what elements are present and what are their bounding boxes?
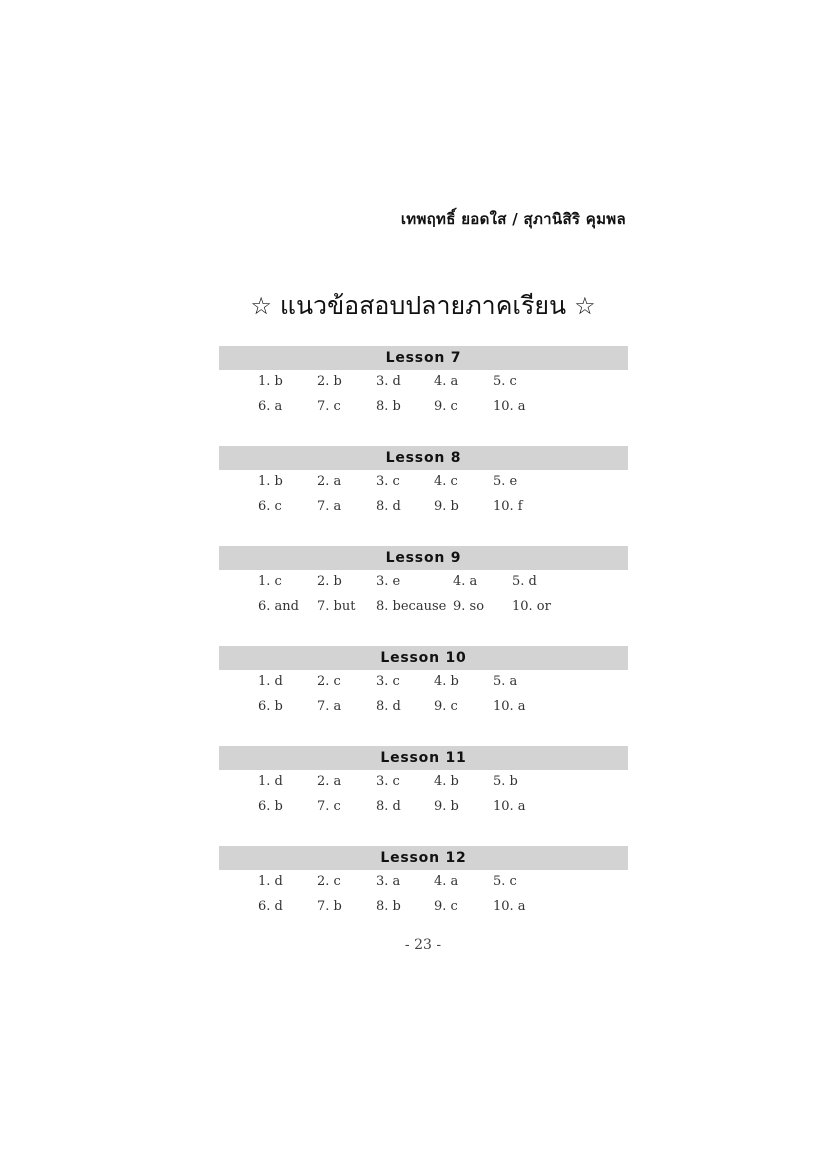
- answer-grid: [219, 870, 628, 930]
- answer-item: 5. c: [493, 374, 517, 389]
- answer-grid: [219, 570, 628, 630]
- star-icon: ☆: [250, 292, 272, 320]
- lesson-section: [219, 546, 628, 630]
- lesson-section: [219, 346, 628, 430]
- answer-item: 7. but: [317, 599, 356, 614]
- lesson-section: [219, 846, 628, 930]
- answer-item: 1. b: [258, 374, 283, 389]
- answer-item: 3. a: [376, 874, 401, 889]
- answer-grid: [219, 770, 628, 830]
- answer-row: [219, 774, 628, 794]
- answer-item: 10. a: [493, 799, 526, 814]
- answer-item: 8. d: [376, 699, 401, 714]
- answer-item: 3. c: [376, 774, 400, 789]
- answer-item: 10. or: [512, 599, 551, 614]
- answer-item: 10. f: [493, 499, 523, 514]
- page-number: - 23 -: [404, 937, 442, 953]
- answer-grid: [219, 370, 628, 430]
- answer-item: 3. e: [376, 574, 401, 589]
- answer-item: 3. c: [376, 674, 400, 689]
- answer-item: 9. c: [434, 899, 458, 914]
- answer-row: [219, 474, 628, 494]
- author-line: เทพฤทธิ์ ยอดใส / สุภานิสิริ คุมพล: [400, 210, 626, 228]
- answer-item: 4. c: [434, 474, 458, 489]
- answer-item: 2. b: [317, 574, 342, 589]
- answer-item: 3. d: [376, 374, 401, 389]
- answer-grid: [219, 470, 628, 530]
- answer-item: 6. b: [258, 799, 283, 814]
- answer-item: 3. c: [376, 474, 400, 489]
- answer-row: [219, 899, 628, 919]
- answer-item: 5. e: [493, 474, 518, 489]
- answer-item: 8. b: [376, 899, 401, 914]
- answer-item: 7. b: [317, 899, 342, 914]
- answer-item: 5. d: [512, 574, 537, 589]
- answer-item: 6. a: [258, 399, 283, 414]
- answer-item: 4. a: [434, 374, 459, 389]
- answer-row: [219, 699, 628, 719]
- lesson-section: [219, 746, 628, 830]
- answer-item: 1. d: [258, 874, 283, 889]
- answer-item: 4. a: [434, 874, 459, 889]
- lesson-section: [219, 646, 628, 730]
- answer-item: 9. c: [434, 399, 458, 414]
- lesson-header: Lesson 11: [219, 746, 628, 770]
- answer-item: 6. d: [258, 899, 283, 914]
- answer-item: 7. c: [317, 399, 341, 414]
- answer-item: 4. b: [434, 674, 459, 689]
- answer-item: 8. d: [376, 799, 401, 814]
- answer-item: 2. a: [317, 474, 342, 489]
- answer-item: 7. a: [317, 699, 342, 714]
- lesson-header: Lesson 9: [219, 546, 628, 570]
- answer-grid: [219, 670, 628, 730]
- lesson-header: Lesson 8: [219, 446, 628, 470]
- answer-item: 9. b: [434, 499, 459, 514]
- answer-item: 1. b: [258, 474, 283, 489]
- answer-item: 10. a: [493, 899, 526, 914]
- answer-row: [219, 874, 628, 894]
- answer-item: 1. d: [258, 774, 283, 789]
- answer-row: [219, 374, 628, 394]
- answer-item: 9. c: [434, 699, 458, 714]
- lesson-header: Lesson 12: [219, 846, 628, 870]
- answer-item: 1. c: [258, 574, 282, 589]
- answer-item: 5. a: [493, 674, 518, 689]
- answer-item: 8. d: [376, 499, 401, 514]
- answer-item: 7. a: [317, 499, 342, 514]
- heading-text: แนวข้อสอบปลายภาคเรียน: [279, 291, 567, 320]
- answer-item: 6. c: [258, 499, 282, 514]
- answer-item: 8. b: [376, 399, 401, 414]
- answer-item: 4. b: [434, 774, 459, 789]
- answer-item: 2. c: [317, 874, 341, 889]
- answer-item: 10. a: [493, 699, 526, 714]
- answer-item: 2. c: [317, 674, 341, 689]
- answer-row: [219, 499, 628, 519]
- answer-item: 10. a: [493, 399, 526, 414]
- star-icon: ☆: [574, 292, 596, 320]
- answer-item: 2. a: [317, 774, 342, 789]
- answer-item: 5. b: [493, 774, 518, 789]
- answer-item: 6. b: [258, 699, 283, 714]
- answer-item: 4. a: [453, 574, 478, 589]
- answer-row: [219, 674, 628, 694]
- answer-item: 6. and: [258, 599, 299, 614]
- answer-row: [219, 599, 628, 619]
- answer-item: 2. b: [317, 374, 342, 389]
- lesson-section: [219, 446, 628, 530]
- answer-item: 7. c: [317, 799, 341, 814]
- answer-item: 5. c: [493, 874, 517, 889]
- answer-item: 9. b: [434, 799, 459, 814]
- answer-item: 1. d: [258, 674, 283, 689]
- page-heading: [218, 286, 628, 326]
- answer-row: [219, 574, 628, 594]
- answer-row: [219, 399, 628, 419]
- answer-row: [219, 799, 628, 819]
- answer-item: 9. so: [453, 599, 485, 614]
- answer-item: 8. because: [376, 599, 447, 614]
- lesson-header: Lesson 10: [219, 646, 628, 670]
- lesson-header: Lesson 7: [219, 346, 628, 370]
